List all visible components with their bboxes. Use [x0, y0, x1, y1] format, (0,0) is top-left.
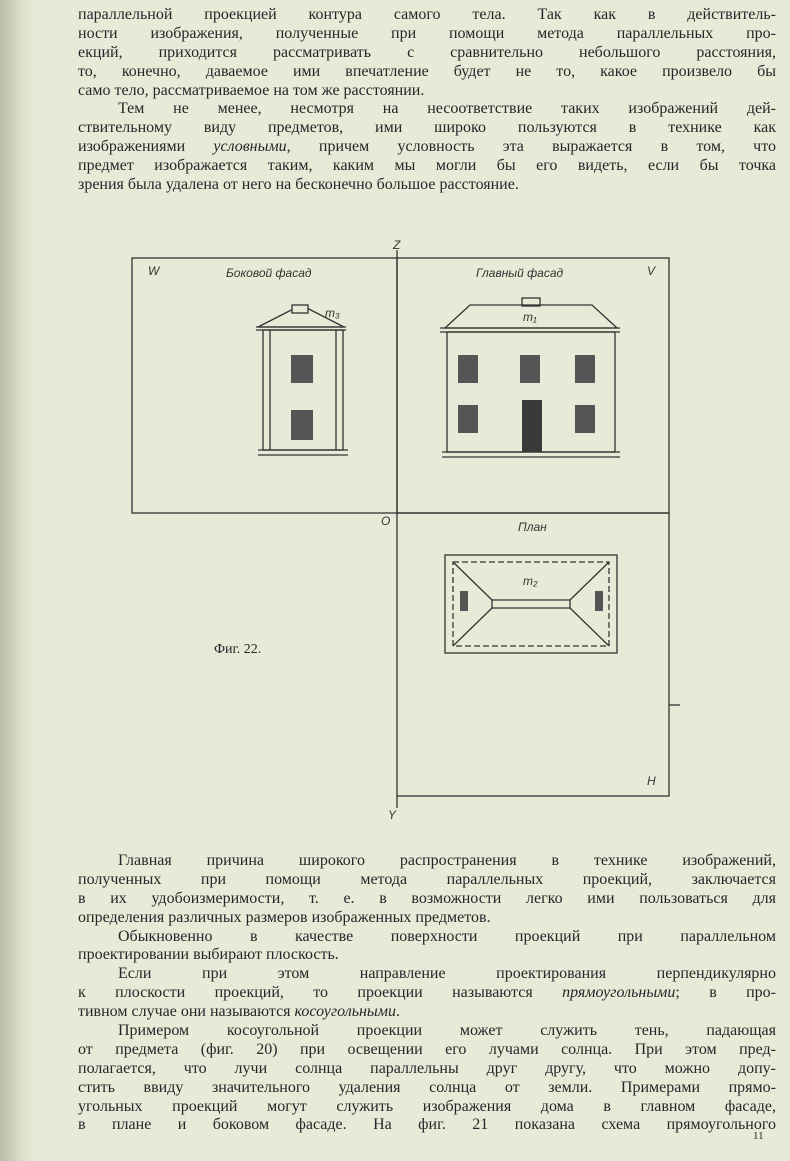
plan-title: План	[518, 520, 547, 534]
window	[291, 410, 313, 440]
text-line: параллельной проекцией контура самого тела. Так как в действитель-	[78, 6, 776, 23]
page-number: 11	[753, 1130, 764, 1142]
text-line: екций, приходится рассматривать с сравнительно небольшого расстояния,	[78, 43, 776, 61]
label-z: Z	[393, 238, 401, 252]
label-w: W	[148, 264, 160, 278]
text-line: проектировании выбирают плоскость.	[78, 946, 339, 964]
italic-term: прямоугольными	[562, 984, 676, 1002]
figure-caption: Фиг. 22.	[214, 642, 262, 657]
label-m2: m₂	[523, 574, 538, 588]
label-v: V	[647, 264, 656, 278]
text-line: ствительному виду предметов, ими широко пользуются в технике как	[78, 119, 776, 137]
window	[520, 355, 540, 383]
window	[458, 355, 478, 383]
label-m1: m₁	[523, 310, 537, 324]
door	[522, 400, 542, 452]
text-line: само тело, рассматриваемое на том же расстоянии.	[78, 81, 425, 99]
text-line: ности изображения, полученные при помощи метода параллельных про-	[78, 24, 776, 42]
text: тивном случае они называются	[78, 1003, 295, 1021]
text-line: угольных проекций могут служить изображения дома в главном фасаде,	[78, 1097, 776, 1115]
window	[291, 355, 313, 383]
side-facade-title: Боковой фасад	[226, 266, 312, 280]
text-line: Тем не менее, несмотря на несоответствие таких изображений дей-	[118, 100, 776, 118]
text: изображениями	[78, 138, 214, 156]
text-line: то, конечно, даваемое ими впечатление будет не то, какое произвело бы	[78, 62, 776, 80]
main-facade-frame	[397, 258, 669, 513]
text-line: в плане и боковом фасаде. На фиг. 21 показана схема прямоугольного	[78, 1116, 776, 1134]
text-line: в их удобоизмеримости, т. е. в возможности легко ими пользоваться для	[78, 889, 776, 907]
text-line: от предмета (фиг. 20) при освещении его лучами солнца. При этом пред-	[78, 1040, 776, 1058]
label-y: Y	[388, 808, 397, 822]
text: ; в про-	[675, 984, 777, 1002]
text-line: Примером косоугольной проекции может служить тень, падающая	[118, 1022, 776, 1040]
window	[575, 355, 595, 383]
text-line: полученных при помощи метода параллельных проекций, заключается	[78, 870, 776, 888]
window	[575, 405, 595, 433]
text-line: Если при этом направление проектирования перпендикулярно	[118, 965, 776, 983]
text-line: Главная причина широкого распространения в технике изображений,	[118, 852, 776, 869]
text-line: стить ввиду значительного удаления солнца от земли. Примерами прямо-	[78, 1078, 776, 1096]
bottom-paragraphs	[78, 852, 776, 1135]
text-line	[78, 984, 776, 1003]
side-facade-frame	[132, 258, 397, 513]
text: , причем условность эта выражается в том, что	[286, 138, 776, 156]
chimney-plan	[460, 591, 468, 611]
text-line: полагается, что лучи солнца параллельны друг другу, что можно допу-	[78, 1059, 776, 1077]
window	[458, 405, 478, 433]
text-line	[78, 1003, 776, 1022]
italic-term: косоугольными	[294, 1003, 396, 1021]
text-line: зрения была удалена от него на бесконечно большое расстояние.	[78, 176, 519, 194]
chimney-plan	[595, 591, 603, 611]
text-line: предмет изображается таким, каким мы могли бы его видеть, если бы точка	[78, 157, 776, 175]
text-line: Обыкновенно в качестве поверхности проекций при параллельном	[118, 927, 776, 945]
text: .	[395, 1003, 400, 1021]
label-m3: m₃	[325, 306, 340, 320]
label-h: H	[647, 774, 656, 788]
italic-term: условными	[213, 138, 287, 156]
main-facade-title: Главный фасад	[476, 266, 564, 280]
label-o: O	[381, 514, 391, 528]
text: к плоскости проекций, то проекции называются	[78, 984, 563, 1002]
text-line: определения различных размеров изображенных предметов.	[78, 908, 491, 926]
